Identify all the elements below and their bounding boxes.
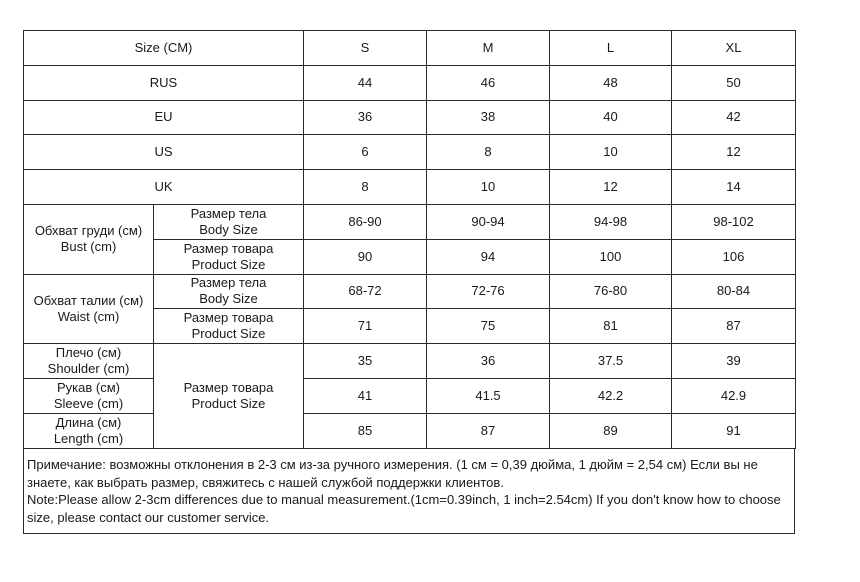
size-chart-table [23,30,796,449]
product-size-ru: Размер товара [183,240,274,256]
table-cell: 40 [550,100,672,135]
table-cell: 48 [550,65,672,100]
shoulder-label [24,344,154,379]
body-size-en: Body Size [199,291,258,307]
table-row [24,413,796,448]
table-cell: 94 [427,239,550,274]
body-size-ru: Размер тела [190,205,267,221]
garment-product-size-label [154,344,304,448]
table-cell: 44 [304,65,427,100]
table-cell: 91 [672,413,796,448]
product-size-en: Product Size [191,326,266,342]
table-cell: 94-98 [550,204,672,239]
table-cell: 38 [427,100,550,135]
length-label [24,413,154,448]
table-cell: 90 [304,239,427,274]
table-cell: 36 [304,100,427,135]
table-cell: 41 [304,378,427,413]
body-size-en: Body Size [199,221,258,237]
product-size-label [154,309,304,344]
product-size-en: Product Size [191,395,266,411]
waist-label-en: Waist (cm) [57,308,120,324]
table-cell: 8 [304,170,427,205]
size-header-l: L [550,31,672,66]
table-cell: 12 [550,170,672,205]
product-size-ru: Размер товара [183,310,274,326]
product-size-label [154,239,304,274]
note-ru: Примечание: возможны отклонения в 2-3 см из-за ручного измерения. (1 см = 0,39 дюйма, 1 дюйм = 2,54 см) Если вы не знаете, как выбрать размер, свяжитесь с нашей службой поддержки клиентов. [27,457,758,490]
table-cell: 8 [427,135,550,170]
table-cell: 87 [672,309,796,344]
table-cell: 100 [550,239,672,274]
table-cell: 46 [427,65,550,100]
table-row [24,65,796,100]
waist-label-ru: Обхват талии (см) [33,292,144,308]
measurement-note [23,448,795,534]
length-label-ru: Длина (см) [55,414,122,430]
table-cell: 10 [550,135,672,170]
table-cell: 35 [304,344,427,379]
table-row [24,204,796,239]
row-label: EU [24,100,304,135]
table-cell: 86-90 [304,204,427,239]
table-cell: 37.5 [550,344,672,379]
body-size-label [154,274,304,309]
row-label: RUS [24,65,304,100]
shoulder-label-ru: Плечо (см) [55,345,122,361]
table-cell: 36 [427,344,550,379]
header-row [24,31,796,66]
table-row [24,135,796,170]
table-row [24,100,796,135]
table-cell: 41.5 [427,378,550,413]
bust-label [24,204,154,274]
table-cell: 14 [672,170,796,205]
table-row [24,378,796,413]
table-cell: 50 [672,65,796,100]
product-size-ru: Размер товара [183,379,274,395]
table-row [24,274,796,309]
table-cell: 12 [672,135,796,170]
product-size-en: Product Size [191,256,266,272]
size-cm-header: Size (CM) [24,31,304,66]
length-label-en: Length (cm) [53,430,124,446]
table-cell: 42.2 [550,378,672,413]
bust-label-en: Bust (cm) [60,239,117,255]
table-row [24,344,796,379]
size-header-xl: XL [672,31,796,66]
table-cell: 42 [672,100,796,135]
sleeve-label [24,378,154,413]
table-cell: 71 [304,309,427,344]
table-cell: 10 [427,170,550,205]
sleeve-label-en: Sleeve (cm) [53,395,124,411]
table-cell: 81 [550,309,672,344]
body-size-ru: Размер тела [190,275,267,291]
table-cell: 75 [427,309,550,344]
table-cell: 98-102 [672,204,796,239]
sleeve-label-ru: Рукав (см) [57,379,120,395]
table-cell: 68-72 [304,274,427,309]
note-en: Note:Please allow 2-3cm differences due to manual measurement.(1cm=0.39inch, 1 inch=2.54cm) If you don't know how to choose size, please contact our customer service. [27,492,781,525]
table-cell: 6 [304,135,427,170]
body-size-label [154,204,304,239]
row-label: UK [24,170,304,205]
size-header-m: M [427,31,550,66]
table-cell: 106 [672,239,796,274]
waist-label [24,274,154,344]
table-cell: 72-76 [427,274,550,309]
table-cell: 80-84 [672,274,796,309]
table-cell: 87 [427,413,550,448]
table-cell: 85 [304,413,427,448]
table-cell: 39 [672,344,796,379]
table-row [24,170,796,205]
row-label: US [24,135,304,170]
table-cell: 89 [550,413,672,448]
table-cell: 90-94 [427,204,550,239]
size-header-s: S [304,31,427,66]
table-cell: 42.9 [672,378,796,413]
bust-label-ru: Обхват груди (см) [34,223,143,239]
table-cell: 76-80 [550,274,672,309]
shoulder-label-en: Shoulder (cm) [47,361,130,377]
